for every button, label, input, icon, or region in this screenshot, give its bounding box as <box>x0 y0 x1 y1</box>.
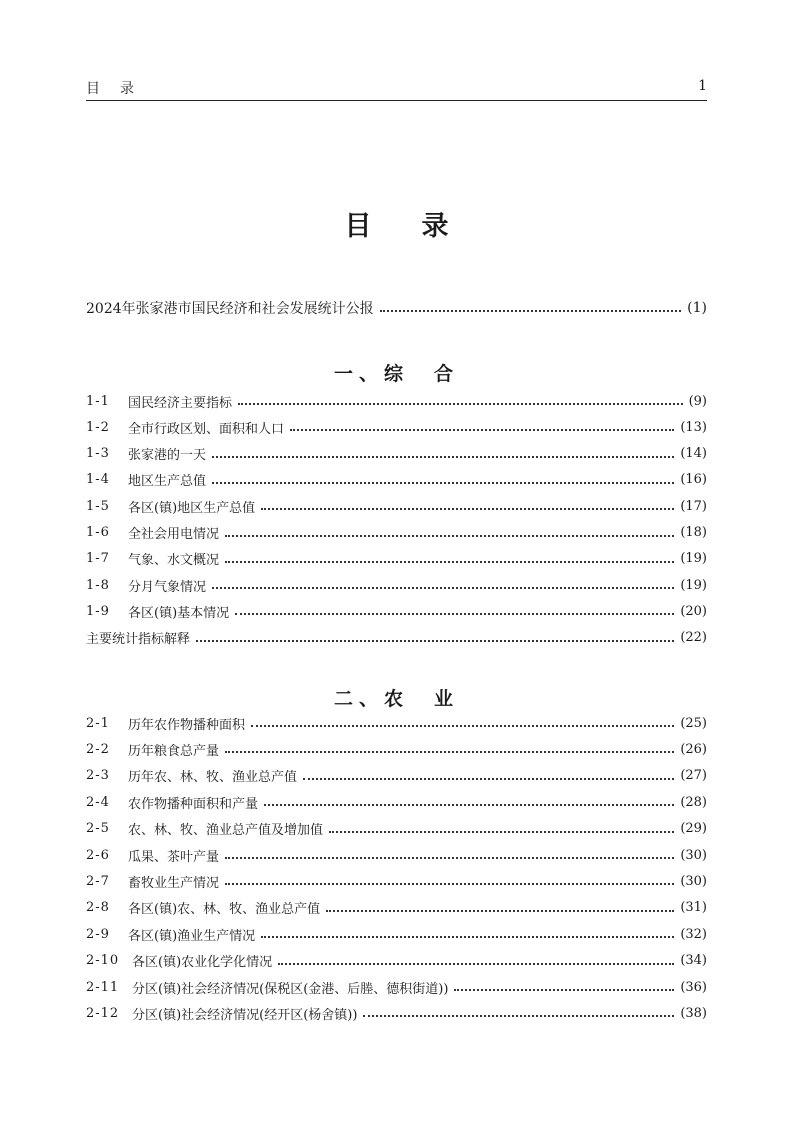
toc-entry[interactable] <box>86 444 707 464</box>
section-heading-agriculture: 二、农 业 <box>333 688 459 710</box>
toc-entry[interactable] <box>86 792 707 812</box>
toc-entry-bulletin[interactable] <box>86 298 707 318</box>
page-number: 1 <box>698 78 707 94</box>
toc-entry-text: 各区(镇)农、林、牧、渔业总产值 <box>128 902 321 918</box>
toc-entry-page: (25) <box>680 715 707 731</box>
toc-entry-page: (20) <box>680 603 707 619</box>
toc-entry[interactable] <box>86 549 707 569</box>
toc-entry-text: 国民经济主要指标 <box>128 395 233 411</box>
toc-entry-text: 历年农作物播种面积 <box>128 717 246 733</box>
toc-entry-text: 气象、水文概况 <box>128 553 220 569</box>
toc-entry-number: 2-12 <box>86 1005 120 1021</box>
toc-entry[interactable] <box>86 845 707 865</box>
toc-entry[interactable] <box>86 766 707 786</box>
dot-leader <box>329 831 674 833</box>
toc-entry-text: 历年农、林、牧、渔业总产值 <box>128 770 298 786</box>
toc-entry-number: 1-9 <box>86 603 110 619</box>
toc-entry-text: 全市行政区划、面积和人口 <box>128 421 285 437</box>
running-header-title: 目录 <box>86 81 154 97</box>
toc-entry-number: 1-8 <box>86 577 110 593</box>
toc-entry[interactable] <box>86 470 707 490</box>
toc-entry-text: 农作物播种面积和产量 <box>128 796 259 812</box>
toc-entry-number: 2-8 <box>86 900 110 916</box>
dot-leader <box>225 535 674 537</box>
toc-entry[interactable] <box>86 496 707 516</box>
toc-entry-number: 1-4 <box>86 472 110 488</box>
toc-entry-page: (36) <box>680 979 707 995</box>
toc-entry[interactable] <box>86 924 707 944</box>
dot-leader <box>454 989 674 991</box>
toc-entry-number: 2-2 <box>86 741 110 757</box>
toc-entry-page: (16) <box>680 472 707 488</box>
toc-entry[interactable] <box>86 601 707 621</box>
dot-leader <box>212 587 674 589</box>
toc-entry-text: 各区(镇)基本情况 <box>128 605 230 621</box>
toc-entry-number: 1-6 <box>86 525 110 540</box>
toc-entry-page: (29) <box>680 821 707 837</box>
toc-entry-text: 分区(镇)社会经济情况(经开区(杨舍镇)) <box>132 1007 358 1023</box>
toc-entry[interactable] <box>86 739 707 759</box>
section-heading-general: 一、综 合 <box>333 363 459 385</box>
toc-entry-text: 全社会用电情况 <box>128 527 220 542</box>
dot-leader <box>225 857 674 859</box>
toc-entry-number: 2-5 <box>86 821 110 837</box>
toc-entry-page: (22) <box>680 630 707 646</box>
toc-entry[interactable] <box>86 417 707 437</box>
dot-leader <box>261 936 674 938</box>
toc-entry-page: (32) <box>680 926 707 942</box>
toc-entry-number: 2-9 <box>86 926 110 942</box>
toc-entry-number: 2-10 <box>86 953 120 969</box>
toc-entry[interactable] <box>86 898 707 918</box>
toc-entry-number: 2-11 <box>86 979 120 995</box>
toc-entry-page: (30) <box>680 873 707 889</box>
toc-entry-number: 1-3 <box>86 446 110 462</box>
dot-leader <box>251 725 674 727</box>
page-title: 目录 <box>344 211 499 242</box>
toc-entry-page: (1) <box>687 300 707 316</box>
toc-entry-page: (17) <box>680 498 707 514</box>
toc-entry-number: 2-4 <box>86 794 110 810</box>
toc-entry[interactable] <box>86 628 707 648</box>
dot-leader <box>264 804 674 806</box>
toc-entry-number: 1-1 <box>86 393 110 409</box>
toc-entry-number: 1-2 <box>86 419 110 435</box>
dot-leader <box>363 1015 674 1017</box>
toc-entry-number: 1-7 <box>86 551 110 567</box>
toc-entry-page: (30) <box>680 847 707 863</box>
toc-entry[interactable] <box>86 391 707 411</box>
running-header <box>86 76 707 101</box>
toc-entry-page: (19) <box>680 577 707 593</box>
toc-entry[interactable] <box>86 951 707 971</box>
dot-leader <box>225 751 674 753</box>
toc-entry-number: 2-6 <box>86 847 110 863</box>
toc-entry-page: (26) <box>680 741 707 757</box>
toc-entry-page: (18) <box>680 525 707 540</box>
dot-leader <box>225 561 674 563</box>
toc-entry-text: 张家港的一天 <box>128 448 207 464</box>
toc-entry-text: 地区生产总值 <box>128 474 207 490</box>
toc-entry-page: (31) <box>680 900 707 916</box>
toc-entry-text: 历年粮食总产量 <box>128 743 220 759</box>
toc-entry[interactable] <box>86 977 707 997</box>
toc-entry-text: 2024年张家港市国民经济和社会发展统计公报 <box>86 301 374 317</box>
dot-leader <box>290 429 674 431</box>
toc-entry-number: 2-3 <box>86 768 110 784</box>
dot-leader <box>261 508 674 510</box>
toc-entry-page: (9) <box>688 393 707 409</box>
toc-entry-number: 2-1 <box>86 715 110 731</box>
toc-entry[interactable] <box>86 713 707 733</box>
toc-entry[interactable] <box>86 523 707 543</box>
toc-entry-number: 1-5 <box>86 498 110 514</box>
dot-leader <box>303 778 674 780</box>
dot-leader <box>326 910 674 912</box>
toc-entry[interactable] <box>86 575 707 595</box>
toc-entry-number: 2-7 <box>86 873 110 889</box>
toc-entry-page: (14) <box>680 446 707 462</box>
toc-entry-page: (34) <box>680 953 707 969</box>
toc-entry-text: 分区(镇)社会经济情况(保税区(金港、后塍、德积街道)) <box>132 981 449 997</box>
toc-entry-text: 各区(镇)渔业生产情况 <box>128 928 256 944</box>
toc-entry-text: 主要统计指标解释 <box>86 632 191 648</box>
toc-entry-text: 瓜果、茶叶产量 <box>128 849 220 865</box>
dot-leader <box>225 883 674 885</box>
dot-leader <box>212 456 674 458</box>
toc-entry-text: 各区(镇)农业化学化情况 <box>132 955 273 971</box>
toc-entry-page: (27) <box>680 768 707 784</box>
dot-leader <box>235 613 674 615</box>
toc-entry[interactable] <box>86 871 707 891</box>
toc-entry-page: (28) <box>680 794 707 810</box>
dot-leader <box>238 403 683 405</box>
toc-entry-text: 分月气象情况 <box>128 579 207 595</box>
dot-leader <box>278 963 674 965</box>
toc-entry-text: 畜牧业生产情况 <box>128 875 220 891</box>
toc-entry-page: (38) <box>680 1005 707 1021</box>
dot-leader <box>380 310 682 312</box>
toc-entry-page: (13) <box>680 419 707 435</box>
dot-leader <box>212 482 674 484</box>
toc-entry[interactable] <box>86 1003 707 1023</box>
toc-entry-page: (19) <box>680 551 707 567</box>
dot-leader <box>196 640 674 642</box>
toc-entry[interactable] <box>86 819 707 839</box>
toc-entry-text: 各区(镇)地区生产总值 <box>128 500 256 516</box>
toc-entry-text: 农、林、牧、渔业总产值及增加值 <box>128 823 324 839</box>
